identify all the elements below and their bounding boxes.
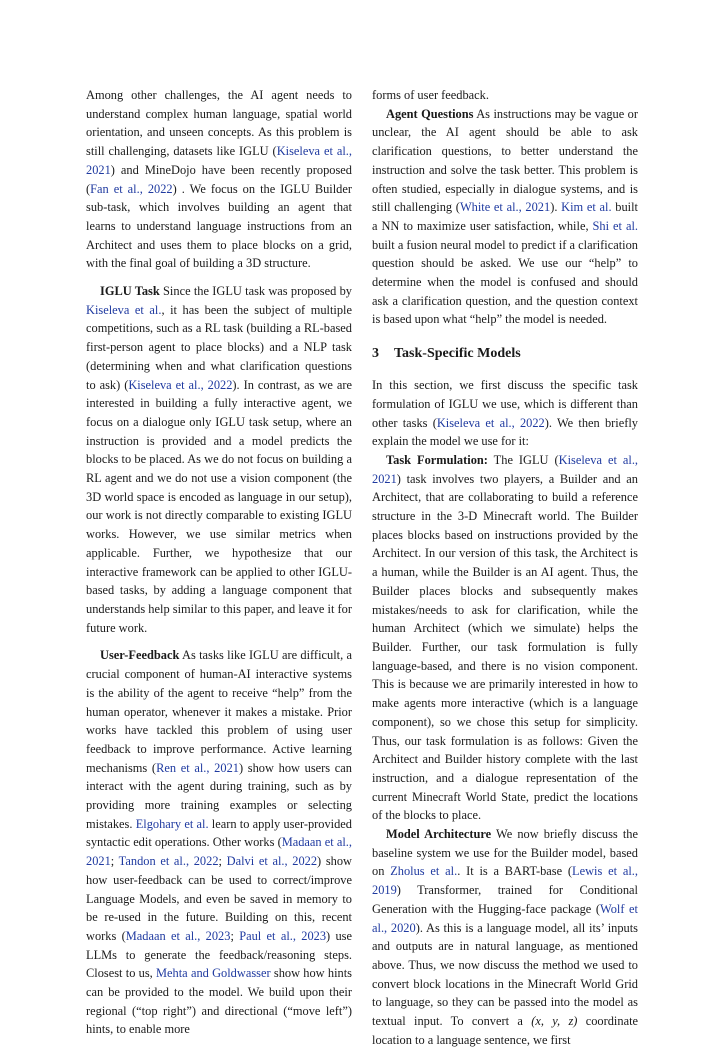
citation-link[interactable]: Kiseleva et al., 2022 [436,415,545,430]
paragraph-section-intro: In this section, we first discuss the specific task formulation of IGLU we use, which is different than other tasks (Kiseleva et al., 2022). We then briefly explain the model we use for it: [372,378,638,449]
paragraph-body: As instructions may be vague or unclear, the AI agent should be able to ask clarification questions, to better understand the instruction and solve the task better. This problem is often studied, especially in dialogue systems, and is still challenging (White et al., 2021). Kim et al. built a NN to maximize user satisfaction, while, Shi et al. built a fusion neural model to predict if a clarification question should be asked. We use our “help” to determine when the model is confused and should ask a clarification question, and the question context is based upon what “help” the model is needed. [372,106,638,327]
citation-link[interactable]: Ren et al., 2021 [156,760,239,775]
citation-link[interactable]: Kim et al. [561,200,612,215]
paragraph-iglu-task [86,282,352,637]
citation-link[interactable]: Elgohary et al. [135,816,209,831]
paragraph-body: Since the IGLU task was proposed by Kiseleva et al., it has been the subject of multiple competitions, such as a RL task (building a RL-based first-person agent to place blocks) and a NLP task (determining when and what clarification questions to ask) (Kiseleva et al., 2022). In contrast, as we are interested in building a fully interactive agent, we focus on a dialogue only IGLU task setup, where an instruction is provided and a model predicts the blocks to be placed. As we do not focus on building a RL agent and we do not use a vision component (the 3D world space is encoded as language in our setup), our work is not directly comparable to existing IGLU works. However, we use similar metrics when applicable. Further, we hypothesize that our interactive framework can be applied to other IGLU-based tasks, by adding a language component that understands help similar to this paper, and leave it for future work. [86,284,352,635]
math-expression: (x, y, z) [531,1014,578,1029]
run-in-heading-agent-questions: Agent Questions [386,106,474,121]
citation-link[interactable]: Shi et al. [592,218,638,233]
citation-link[interactable]: Kiseleva et al., 2022 [128,377,233,392]
citation-link[interactable]: Mehta and Goldwasser [156,966,271,981]
citation-link[interactable]: Kiseleva et al., 2021 [86,144,352,177]
citation-link[interactable]: Kiseleva et al. [86,302,162,317]
run-in-heading-model-architecture: Model Architecture [386,827,492,842]
section-number: 3 [372,346,379,362]
citation-link[interactable]: Madaan et al., 2021 [86,835,352,869]
paragraph-user-feedback [86,646,352,1039]
citation-link[interactable]: Paul et al., 2023 [239,928,327,943]
paragraph-body: As tasks like IGLU are difficult, a crucial component of human-AI interactive systems is the ability of the agent to receive “help” from the human operator, whenever it makes a mistake. Prior works have tackled this problem of using user feedback to improve performance. Active learning mechanisms (Ren et al., 2021) show how users can interact with the agent during training, such as by providing more training examples or selecting mistakes. Elgohary et al. learn to apply user-provided syntactic edit operations. Other works (Madaan et al., 2021; Tandon et al., 2022; Dalvi et al., 2022) show how user-feedback can be used to correct/improve Language Models, and even be saved in memory to be re-used in the future. Building on this, recent works (Madaan et al., 2023; Paul et al., 2023) use LLMs to generate the feedback/reasoning steps. Closest to us, Mehta and Goldwasser show how hints can be provided to the model. We build upon their regional (“top right”) and directional (“move left”) hints, to enable more [86,648,353,1037]
citation-link[interactable]: Fan et al., 2022 [90,181,173,196]
citation-link[interactable]: Zholus et al. [390,864,458,879]
section-title: Task-Specific Models [394,346,521,362]
paragraph-model-architecture [372,825,638,1049]
citation-link[interactable]: Kiseleva et al., 2021 [372,452,639,486]
section-heading [372,344,638,364]
citation-link[interactable]: White et al., 2021 [459,200,551,215]
citation-link[interactable]: Madaan et al., 2023 [125,928,231,943]
paragraph-task-formulation [372,451,638,825]
left-column [86,86,352,1039]
paragraph-agent-questions [372,105,638,329]
run-in-heading-user-feedback: User-Feedback [100,648,180,663]
paragraph-intro: Among other challenges, the AI agent needs to understand complex human language, spatial world orientation, and unseen concepts. As this problem is still challenging, datasets like IGLU (Kiseleva et al., 2021) and MineDojo have been recently proposed (Fan et al., 2022) . We focus on the IGLU Builder sub-task, which involves building an agent that learns to understand language instructions from an Architect and uses them to place blocks on a grid, with the final goal of building a 3D structure. [86,88,352,271]
citation-link[interactable]: Wolf et al., 2020 [372,901,638,935]
citation-link[interactable]: Tandon et al., 2022 [118,854,219,869]
paragraph-continuation: forms of user feedback. [372,88,489,102]
citation-link[interactable]: Dalvi et al., 2022 [226,854,318,869]
paragraph-body: The IGLU (Kiseleva et al., 2021) task involves two players, a Builder and an Architect, that are collaborating to build a reference structure in the 3-D Minecraft world. The Builder places blocks based on instructions provided by the Architect. In our version of this task, the Architect is a human, while the Builder is an AI agent. Thus, the Builder places blocks and subsequently makes mistakes/needs to ask for clarification, while the human Architect (which we simulate) helps the Builder. Further, our task formulation is fully language-based, and there is no vision component. This is because we are primarily interested in how to make agents more interactive (which is a language component), so we chose this setup for simplicity. Thus, our task formulation is as follows: Given the Architect and Builder history complete with the last instruction, and a dialogue representation of the current Minecraft World State, predict the locations of the blocks to place. [372,452,639,823]
right-column [372,86,638,1049]
citation-link[interactable]: Lewis et al., 2019 [372,864,638,898]
run-in-heading-task-formulation: Task Formulation: [386,452,488,467]
paragraph-body: We now briefly discuss the baseline system we use for the Builder model, based on Zholus et al.. It is a BART-base (Lewis et al., 2019) Transformer, trained for Conditional Generation with the Hugging-face package (Wolf et al., 2020). As this is a language model, all its’ inputs and outputs are in natural language, as mentioned above. Thus, we now discuss the method we used to convert block locations in the Minecraft World Grid to language, so they can be passed into the model as textual input. To convert a (x, y, z) coordinate location to a language sentence, we first [372,827,639,1047]
run-in-heading-iglu-task: IGLU Task [100,284,160,299]
